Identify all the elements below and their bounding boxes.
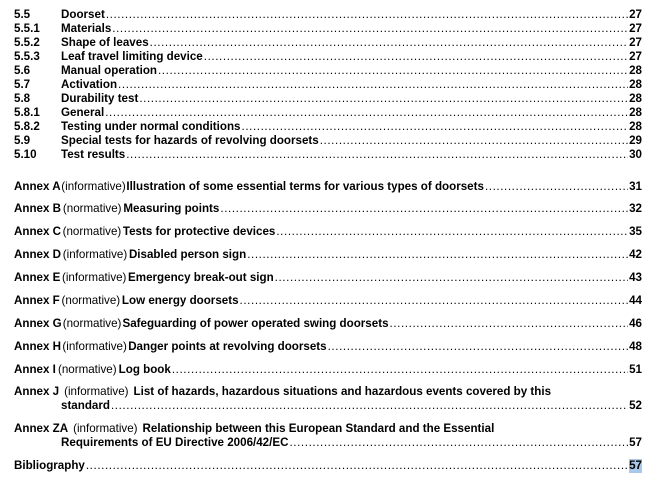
toc-entry-annex-b[interactable] bbox=[14, 202, 642, 216]
toc-entry-annex-e[interactable] bbox=[14, 271, 642, 285]
section-number: 5.8.2 bbox=[14, 120, 40, 133]
toc-entry-5-8-2[interactable] bbox=[14, 120, 642, 134]
section-title: Materials bbox=[61, 22, 112, 35]
dot-leader bbox=[276, 225, 628, 239]
annex-kind: (normative) bbox=[62, 225, 122, 238]
section-title: Special tests for hazards of revolving doorsets bbox=[61, 134, 319, 147]
annex-title: Measuring points bbox=[123, 202, 220, 215]
toc-entry-annex-d[interactable] bbox=[14, 248, 642, 262]
toc-entry-annex-a[interactable] bbox=[14, 180, 642, 194]
dot-leader bbox=[112, 22, 628, 36]
section-title: Activation bbox=[61, 78, 118, 91]
dot-leader bbox=[242, 120, 629, 134]
toc-entry-annex-za-cont[interactable] bbox=[14, 436, 642, 450]
dot-leader bbox=[139, 92, 628, 106]
dot-leader bbox=[289, 436, 628, 450]
annex-title: Low energy doorsets bbox=[121, 294, 239, 307]
section-title: General bbox=[61, 106, 105, 119]
section-title: Manual operation bbox=[61, 64, 157, 77]
annex-kind: (normative) bbox=[57, 363, 117, 376]
annex-kind: (informative) bbox=[73, 422, 138, 435]
annex-kind: (normative) bbox=[62, 202, 122, 215]
toc-entry-5-6[interactable] bbox=[14, 64, 642, 78]
annex-kind: (normative) bbox=[61, 294, 121, 307]
dot-leader bbox=[172, 363, 628, 377]
dot-leader bbox=[485, 180, 628, 194]
toc-entry-5-5-3[interactable] bbox=[14, 50, 642, 64]
dot-leader bbox=[86, 459, 628, 473]
dot-leader bbox=[328, 340, 628, 354]
page-number: 44 bbox=[629, 294, 642, 307]
annex-label: Annex E bbox=[14, 271, 61, 284]
toc-entry-annex-f[interactable] bbox=[14, 294, 642, 308]
section-number: 5.5.1 bbox=[14, 22, 40, 35]
toc-entry-annex-j[interactable] bbox=[14, 385, 642, 399]
dot-leader bbox=[105, 106, 628, 120]
toc-entry-annex-i[interactable] bbox=[14, 363, 642, 377]
section-number: 5.5.2 bbox=[14, 36, 40, 49]
annex-kind: (normative) bbox=[62, 317, 122, 330]
annex-label: Annex A bbox=[14, 180, 61, 193]
annex-title-cont: standard bbox=[61, 399, 110, 412]
toc-entry-5-5-2[interactable] bbox=[14, 36, 642, 50]
annex-title: Emergency break-out sign bbox=[128, 271, 274, 284]
annex-title: Tests for protective devices bbox=[122, 225, 276, 238]
dot-leader bbox=[111, 399, 628, 413]
page-number: 27 bbox=[629, 8, 642, 21]
page-number: 30 bbox=[629, 148, 642, 161]
toc-entry-5-9[interactable] bbox=[14, 134, 642, 148]
page-number: 28 bbox=[629, 92, 642, 105]
section-title: Testing under normal conditions bbox=[61, 120, 241, 133]
page-number: 28 bbox=[629, 106, 642, 119]
page-number: 52 bbox=[629, 399, 642, 412]
annex-title: Disabled person sign bbox=[128, 248, 247, 261]
page-number: 28 bbox=[629, 64, 642, 77]
bibliography-title: Bibliography bbox=[14, 459, 85, 472]
dot-leader bbox=[220, 202, 628, 216]
annex-kind: (informative) bbox=[62, 340, 127, 353]
toc-entry-annex-g[interactable] bbox=[14, 317, 642, 331]
page-number: 51 bbox=[629, 363, 643, 376]
annex-label: Annex C bbox=[14, 225, 62, 238]
page-number: 42 bbox=[629, 248, 642, 261]
annex-label: Annex D bbox=[14, 248, 62, 261]
section-title: Test results bbox=[61, 148, 126, 161]
annex-kind: (informative) bbox=[62, 248, 128, 261]
section-title: Durability test bbox=[61, 92, 139, 105]
page-number: 57 bbox=[629, 436, 642, 449]
toc-entry-annex-c[interactable] bbox=[14, 225, 642, 239]
dot-leader bbox=[204, 50, 628, 64]
toc-entry-annex-za[interactable] bbox=[14, 422, 642, 436]
annex-label: Annex B bbox=[14, 202, 62, 215]
page-number: 35 bbox=[629, 225, 642, 238]
section-number: 5.10 bbox=[14, 148, 37, 161]
toc-entry-5-5[interactable] bbox=[14, 8, 642, 22]
toc-entry-5-8-1[interactable] bbox=[14, 106, 642, 120]
annex-title: List of hazards, hazardous situations and hazardous events covered by this bbox=[133, 385, 552, 398]
page-number: 27 bbox=[629, 22, 642, 35]
section-number: 5.5.3 bbox=[14, 50, 40, 63]
dot-leader bbox=[275, 271, 628, 285]
toc-entry-5-8[interactable] bbox=[14, 92, 642, 106]
toc-entry-annex-j-cont[interactable] bbox=[14, 399, 642, 413]
section-number: 5.6 bbox=[14, 64, 31, 77]
annex-label: Annex ZA bbox=[14, 422, 69, 435]
toc-entry-5-5-1[interactable] bbox=[14, 22, 642, 36]
dot-leader bbox=[240, 294, 629, 308]
page-number: 46 bbox=[629, 317, 642, 330]
dot-leader bbox=[320, 134, 628, 148]
section-title: Shape of leaves bbox=[61, 36, 149, 49]
toc-entry-annex-h[interactable] bbox=[14, 340, 642, 354]
toc-entry-bibliography[interactable] bbox=[14, 459, 642, 473]
dot-leader bbox=[118, 78, 628, 92]
dot-leader bbox=[126, 148, 628, 162]
annex-kind: (informative) bbox=[64, 385, 129, 398]
annex-title-cont: Requirements of EU Directive 2006/42/EC bbox=[61, 436, 289, 449]
section-number: 5.5 bbox=[14, 8, 31, 21]
annex-kind: (informative) bbox=[61, 180, 126, 193]
page-number: 32 bbox=[629, 202, 643, 215]
dot-leader bbox=[106, 8, 628, 22]
section-title: Doorset bbox=[61, 8, 105, 21]
toc-entry-5-7[interactable] bbox=[14, 78, 642, 92]
annex-title: Safeguarding of power operated swing doorsets bbox=[122, 317, 389, 330]
section-number: 5.7 bbox=[14, 78, 31, 91]
annex-title: Illustration of some essential terms for various types of doorsets bbox=[126, 180, 484, 193]
toc-entry-5-10[interactable] bbox=[14, 148, 642, 162]
annex-title: Log book bbox=[118, 363, 171, 376]
annex-label: Annex H bbox=[14, 340, 62, 353]
page-number: 27 bbox=[629, 50, 642, 63]
annex-label: Annex I bbox=[14, 363, 56, 376]
dot-leader bbox=[150, 36, 628, 50]
dot-leader bbox=[390, 317, 629, 331]
annex-label: Annex J bbox=[14, 385, 60, 398]
page-number: 43 bbox=[629, 271, 642, 284]
annex-label: Annex G bbox=[14, 317, 62, 330]
page-number: 57 bbox=[629, 459, 642, 472]
section-number: 5.8 bbox=[14, 92, 31, 105]
section-number: 5.8.1 bbox=[14, 106, 40, 119]
page-number: 31 bbox=[629, 180, 643, 193]
annex-kind: (informative) bbox=[62, 271, 127, 284]
page-number: 28 bbox=[629, 78, 642, 91]
page-number: 28 bbox=[629, 120, 642, 133]
page-number: 48 bbox=[629, 340, 642, 353]
page-number: 29 bbox=[629, 134, 642, 147]
section-title: Leaf travel limiting device bbox=[61, 50, 203, 63]
annex-label: Annex F bbox=[14, 294, 60, 307]
dot-leader bbox=[158, 64, 628, 78]
section-number: 5.9 bbox=[14, 134, 31, 147]
page-number: 27 bbox=[629, 36, 642, 49]
dot-leader bbox=[247, 248, 628, 262]
annex-title: Relationship between this European Standard and the Essential bbox=[142, 422, 495, 435]
annex-title: Danger points at revolving doorsets bbox=[128, 340, 327, 353]
